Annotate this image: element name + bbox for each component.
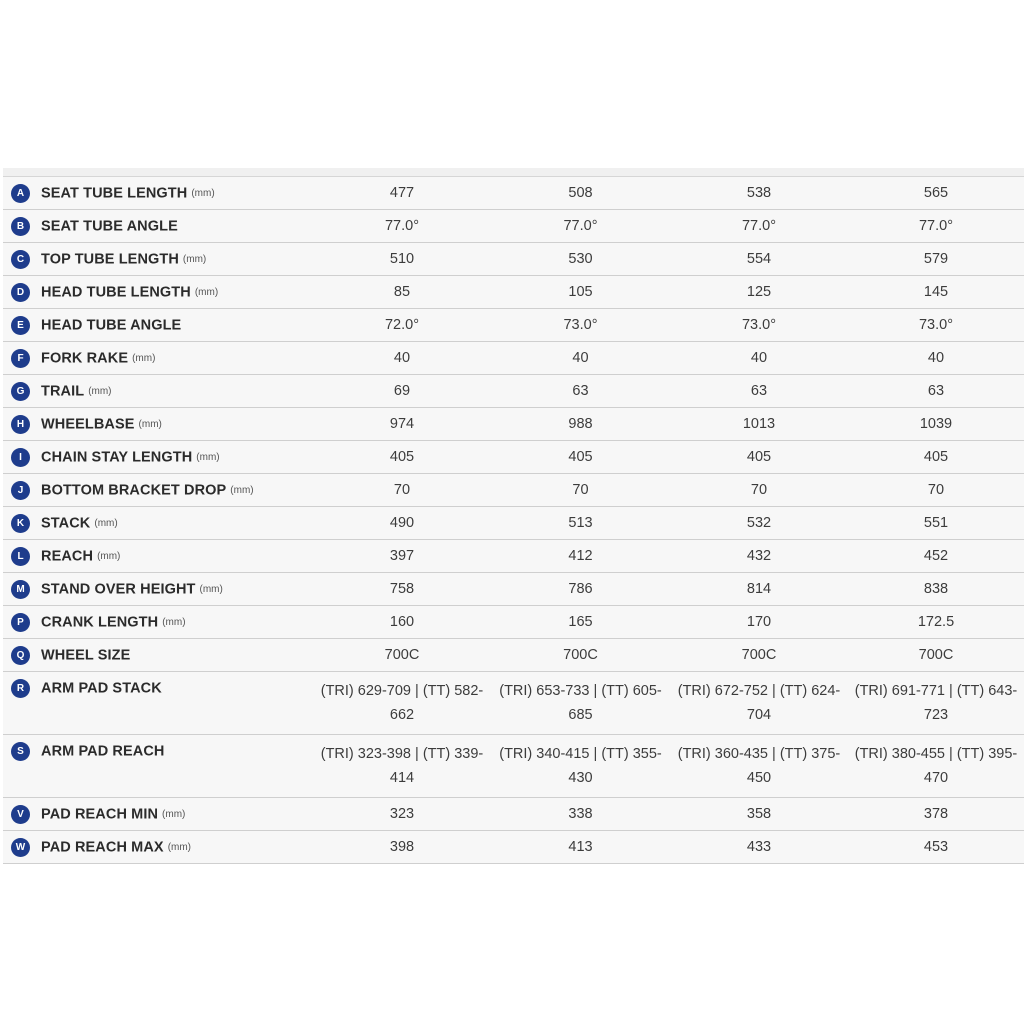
value-text: 413 <box>568 839 593 855</box>
value-text: 538 <box>746 185 772 201</box>
row-letter-badge: J <box>11 481 30 500</box>
value-cell <box>491 507 670 540</box>
value-text: 700C <box>384 647 420 663</box>
value-cell <box>313 276 491 309</box>
row-label: PAD REACH MAX <box>41 839 164 855</box>
value-cell <box>491 342 670 375</box>
value-cell <box>491 375 670 408</box>
value-text: 77.0° <box>741 218 777 234</box>
row-label-cell <box>3 309 313 342</box>
value-cell <box>670 573 848 606</box>
value-text: 551 <box>923 515 949 531</box>
value-text: 397 <box>389 548 415 564</box>
value-cell <box>670 309 848 342</box>
value-text: 477 <box>389 185 415 201</box>
value-text: 1039 <box>919 416 953 432</box>
value-cell <box>491 672 670 735</box>
value-cell <box>670 540 848 573</box>
row-label-cell <box>3 177 313 210</box>
row-label: BOTTOM BRACKET DROP <box>41 482 227 498</box>
row-label: TOP TUBE LENGTH <box>41 251 179 267</box>
value-cell <box>313 639 491 672</box>
value-text: 85 <box>393 284 411 300</box>
value-cell <box>313 672 491 735</box>
value-cell <box>313 735 491 798</box>
row-label-cell <box>3 606 313 639</box>
row-label: ARM PAD STACK <box>41 680 162 697</box>
value-cell <box>491 798 670 831</box>
table-row <box>3 177 1024 210</box>
row-letter-badge: P <box>11 613 30 632</box>
value-text: 172.5 <box>917 614 955 630</box>
table-row <box>3 243 1024 276</box>
value-text: 452 <box>923 548 949 564</box>
value-cell <box>491 408 670 441</box>
row-letter-badge: E <box>11 316 30 335</box>
row-label-cell <box>3 276 313 309</box>
value-text: 40 <box>572 350 589 366</box>
value-cell <box>848 831 1024 864</box>
row-label: REACH <box>41 548 94 564</box>
value-cell <box>313 540 491 573</box>
table-row <box>3 210 1024 243</box>
table-row <box>3 474 1024 507</box>
row-label: CRANK LENGTH <box>41 614 159 630</box>
table-row <box>3 276 1024 309</box>
value-text: (TRI) 629-709 | (TT) 582-662 <box>320 683 484 723</box>
row-letter-badge: I <box>11 448 30 467</box>
row-unit: (mm) <box>230 484 254 496</box>
value-cell <box>670 408 848 441</box>
value-text: 73.0° <box>563 317 598 333</box>
row-unit: (mm) <box>94 517 118 529</box>
row-letter-badge: D <box>11 283 30 302</box>
row-label: STACK <box>41 515 91 531</box>
value-text: 513 <box>568 515 593 531</box>
value-cell <box>670 243 848 276</box>
value-cell <box>848 309 1024 342</box>
value-text: (TRI) 653-733 | (TT) 605-685 <box>499 683 662 723</box>
value-cell <box>848 672 1024 735</box>
value-text: 77.0° <box>563 218 598 234</box>
value-cell <box>313 507 491 540</box>
table-row <box>3 606 1024 639</box>
value-cell <box>491 573 670 606</box>
row-label-cell <box>3 375 313 408</box>
value-text: 565 <box>923 185 949 201</box>
row-label-cell <box>3 672 313 735</box>
value-cell <box>491 441 670 474</box>
value-text: 433 <box>746 839 772 855</box>
value-cell <box>848 210 1024 243</box>
row-unit: (mm) <box>167 841 192 853</box>
row-label-cell <box>3 408 313 441</box>
row-letter-badge: R <box>11 679 30 698</box>
table-row <box>3 540 1024 573</box>
value-text: (TRI) 691-771 | (TT) 643-723 <box>854 683 1018 723</box>
value-cell <box>848 375 1024 408</box>
row-label-cell <box>3 441 313 474</box>
value-cell <box>313 798 491 831</box>
value-cell <box>848 474 1024 507</box>
value-cell <box>670 375 848 408</box>
table-row <box>3 309 1024 342</box>
value-text: 70 <box>393 482 411 498</box>
value-cell <box>848 639 1024 672</box>
value-cell <box>313 243 491 276</box>
value-text: 758 <box>389 581 415 597</box>
row-label: WHEELBASE <box>41 416 135 432</box>
row-label-cell <box>3 540 313 573</box>
value-cell <box>491 639 670 672</box>
row-letter-badge: H <box>11 415 30 434</box>
value-cell <box>670 798 848 831</box>
row-label-cell <box>3 210 313 243</box>
row-letter-badge: B <box>11 217 30 236</box>
value-text: 432 <box>746 548 772 564</box>
value-cell <box>491 309 670 342</box>
value-text: 700C <box>918 647 954 663</box>
value-text: (TRI) 380-455 | (TT) 395-470 <box>854 746 1018 786</box>
row-label: WHEEL SIZE <box>41 647 131 663</box>
value-text: 73.0° <box>918 317 954 333</box>
value-text: 323 <box>389 806 415 822</box>
value-cell <box>848 735 1024 798</box>
value-cell <box>491 735 670 798</box>
value-cell <box>848 540 1024 573</box>
geometry-table-body <box>3 177 1024 864</box>
value-cell <box>670 672 848 735</box>
value-text: 70 <box>750 482 768 498</box>
row-label-cell <box>3 507 313 540</box>
value-text: 405 <box>746 449 772 465</box>
row-letter-badge: W <box>11 838 30 857</box>
table-row <box>3 672 1024 735</box>
value-cell <box>313 342 491 375</box>
value-text: 405 <box>389 449 415 465</box>
row-unit: (mm) <box>182 253 207 265</box>
value-text: 700C <box>563 647 598 663</box>
value-cell <box>313 441 491 474</box>
value-cell <box>491 540 670 573</box>
value-text: 490 <box>389 515 415 531</box>
value-text: 358 <box>746 806 772 822</box>
value-text: 145 <box>923 284 949 300</box>
table-row <box>3 639 1024 672</box>
geometry-table-container <box>3 168 1024 864</box>
row-label: ARM PAD REACH <box>41 743 165 760</box>
value-cell <box>848 177 1024 210</box>
row-unit: (mm) <box>162 616 186 628</box>
value-text: (TRI) 340-415 | (TT) 355-430 <box>499 746 662 786</box>
table-row <box>3 798 1024 831</box>
row-label-cell <box>3 798 313 831</box>
value-cell <box>313 606 491 639</box>
row-label: SEAT TUBE ANGLE <box>41 218 178 234</box>
row-letter-badge: F <box>11 349 30 368</box>
value-text: 412 <box>568 548 593 564</box>
row-label: CHAIN STAY LENGTH <box>41 449 193 465</box>
value-text: (TRI) 672-752 | (TT) 624-704 <box>677 683 841 723</box>
value-text: 398 <box>389 839 415 855</box>
value-text: 554 <box>746 251 772 267</box>
row-letter-badge: A <box>11 184 30 203</box>
row-unit: (mm) <box>194 286 219 298</box>
value-cell <box>848 507 1024 540</box>
value-text: (TRI) 360-435 | (TT) 375-450 <box>677 746 841 786</box>
value-cell <box>313 831 491 864</box>
value-text: 125 <box>746 284 772 300</box>
row-letter-badge: G <box>11 382 30 401</box>
row-letter-badge: C <box>11 250 30 269</box>
value-text: 73.0° <box>741 317 777 333</box>
table-row <box>3 831 1024 864</box>
value-text: (TRI) 323-398 | (TT) 339-414 <box>320 746 484 786</box>
table-row <box>3 507 1024 540</box>
value-cell <box>848 441 1024 474</box>
row-label: HEAD TUBE LENGTH <box>41 284 191 300</box>
row-letter-badge: L <box>11 547 30 566</box>
value-text: 105 <box>568 284 593 300</box>
row-label-cell <box>3 639 313 672</box>
value-text: 988 <box>568 416 593 432</box>
value-cell <box>670 507 848 540</box>
row-letter-badge: M <box>11 580 30 599</box>
value-text: 700C <box>741 647 777 663</box>
table-row <box>3 573 1024 606</box>
row-unit: (mm) <box>191 187 215 199</box>
value-text: 378 <box>923 806 949 822</box>
row-unit: (mm) <box>162 808 186 820</box>
value-cell <box>848 573 1024 606</box>
row-unit: (mm) <box>132 352 156 364</box>
value-text: 814 <box>746 581 772 597</box>
value-text: 405 <box>923 449 949 465</box>
row-unit: (mm) <box>88 385 112 397</box>
row-unit: (mm) <box>199 583 223 595</box>
value-cell <box>313 210 491 243</box>
value-text: 77.0° <box>918 218 954 234</box>
row-unit: (mm) <box>196 451 220 463</box>
value-cell <box>670 210 848 243</box>
value-cell <box>491 831 670 864</box>
value-cell <box>491 210 670 243</box>
value-text: 63 <box>927 383 945 399</box>
value-text: 338 <box>568 806 593 822</box>
value-cell <box>491 177 670 210</box>
value-text: 70 <box>927 482 945 498</box>
value-text: 77.0° <box>384 218 420 234</box>
row-label-cell <box>3 735 313 798</box>
value-text: 508 <box>568 185 593 201</box>
value-text: 510 <box>389 251 415 267</box>
value-cell <box>848 276 1024 309</box>
value-cell <box>313 177 491 210</box>
value-cell <box>491 276 670 309</box>
value-cell <box>491 606 670 639</box>
value-cell <box>491 474 670 507</box>
value-cell <box>313 573 491 606</box>
value-cell <box>670 639 848 672</box>
row-label: STAND OVER HEIGHT <box>41 581 196 597</box>
row-label-cell <box>3 831 313 864</box>
value-text: 579 <box>923 251 949 267</box>
geometry-table <box>3 177 1024 864</box>
row-unit: (mm) <box>138 418 162 430</box>
value-text: 165 <box>568 614 593 630</box>
value-text: 786 <box>568 581 593 597</box>
row-letter-badge: Q <box>11 646 30 665</box>
value-cell <box>670 735 848 798</box>
value-text: 40 <box>927 350 945 366</box>
row-label: TRAIL <box>41 383 85 399</box>
value-text: 838 <box>923 581 949 597</box>
row-label-cell <box>3 243 313 276</box>
value-text: 40 <box>750 350 768 366</box>
value-text: 63 <box>572 383 589 399</box>
table-row <box>3 375 1024 408</box>
value-cell <box>670 831 848 864</box>
value-cell <box>313 309 491 342</box>
value-text: 453 <box>923 839 949 855</box>
value-text: 405 <box>568 449 593 465</box>
value-cell <box>848 798 1024 831</box>
row-unit: (mm) <box>97 550 121 562</box>
row-letter-badge: S <box>11 742 30 761</box>
value-text: 70 <box>572 482 589 498</box>
value-text: 69 <box>393 383 411 399</box>
value-cell <box>491 243 670 276</box>
value-text: 1013 <box>742 416 776 432</box>
value-cell <box>670 177 848 210</box>
value-text: 160 <box>389 614 415 630</box>
value-cell <box>313 474 491 507</box>
value-text: 530 <box>568 251 593 267</box>
table-row <box>3 408 1024 441</box>
table-row <box>3 342 1024 375</box>
value-text: 170 <box>746 614 772 630</box>
row-letter-badge: V <box>11 805 30 824</box>
value-text: 72.0° <box>384 317 420 333</box>
value-cell <box>670 474 848 507</box>
value-text: 63 <box>750 383 768 399</box>
table-top-strip <box>3 168 1024 177</box>
row-label: HEAD TUBE ANGLE <box>41 317 182 333</box>
value-text: 532 <box>746 515 772 531</box>
row-label: SEAT TUBE LENGTH <box>41 185 188 201</box>
value-text: 40 <box>393 350 411 366</box>
value-cell <box>670 441 848 474</box>
table-row <box>3 735 1024 798</box>
value-cell <box>848 243 1024 276</box>
value-cell <box>848 342 1024 375</box>
row-label: FORK RAKE <box>41 350 129 366</box>
row-letter-badge: K <box>11 514 30 533</box>
value-cell <box>670 606 848 639</box>
value-cell <box>848 606 1024 639</box>
row-label-cell <box>3 573 313 606</box>
row-label-cell <box>3 342 313 375</box>
value-cell <box>670 276 848 309</box>
row-label: PAD REACH MIN <box>41 806 159 822</box>
table-row <box>3 441 1024 474</box>
value-cell <box>670 342 848 375</box>
value-cell <box>313 408 491 441</box>
row-label-cell <box>3 474 313 507</box>
value-text: 974 <box>389 416 415 432</box>
value-cell <box>848 408 1024 441</box>
value-cell <box>313 375 491 408</box>
